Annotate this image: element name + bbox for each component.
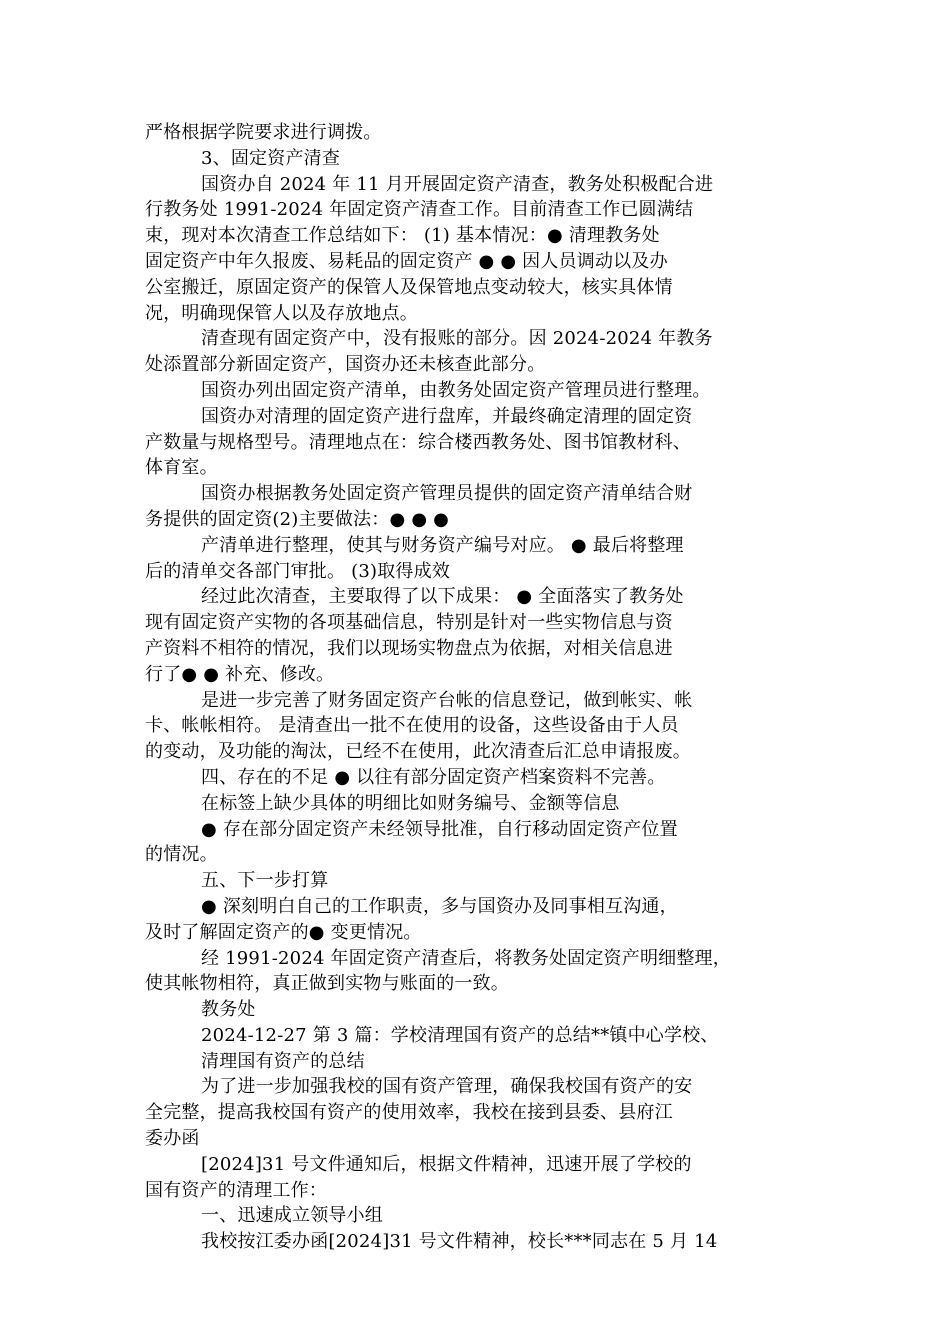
document-line: 的变动，及功能的淘汰，已经不在使用，此次清查后汇总申请报废。 bbox=[145, 741, 691, 763]
document-line: 3、固定资产清查 bbox=[201, 147, 341, 169]
document-line: 况，明确现保管人以及存放地点。 bbox=[145, 302, 418, 324]
document-line: 五、下一步打算 bbox=[201, 870, 329, 892]
document-line: 我校按江委办函[2024]31 号文件精神，校长***同志在 5 月 14 bbox=[201, 1231, 718, 1253]
document-line: 经过此次清查，主要取得了以下成果： ● 全面落实了教务处 bbox=[201, 586, 684, 608]
document-line: 产资料不相符的情况，我们以现场实物盘点为依据，对相关信息进 bbox=[145, 637, 673, 659]
document-line: 国资办根据教务处固定资产管理员提供的固定资产清单结合财 bbox=[201, 483, 693, 505]
document-line: 国资办对清理的固定资产进行盘库，并最终确定清理的固定资 bbox=[201, 405, 693, 427]
document-line: 教务处 bbox=[201, 999, 256, 1021]
document-line: 是进一步完善了财务固定资产台帐的信息登记，做到帐实、帐 bbox=[201, 689, 693, 711]
document-line: 产数量与规格型号。清理地点在：综合楼西教务处、图书馆教材科、 bbox=[145, 431, 691, 453]
document-line: 后的清单交各部门审批。 (3)取得成效 bbox=[145, 560, 451, 582]
document-line: 现有固定资产实物的各项基础信息，特别是针对一些实物信息与资 bbox=[145, 612, 673, 634]
document-line: 清查现有固定资产中，没有报账的部分。因 2024-2024 年教务 bbox=[201, 328, 713, 350]
document-text-block bbox=[145, 120, 810, 1255]
document-line: 2024-12-27 第 3 篇：学校清理国有资产的总结**镇中心学校、 bbox=[201, 1024, 719, 1046]
document-line: 国有资产的清理工作： bbox=[145, 1179, 327, 1201]
document-line: 清理国有资产的总结 bbox=[201, 1050, 365, 1072]
document-line: 行教务处 1991-2024 年固定资产清查工作。目前清查工作已圆满结 bbox=[145, 199, 694, 221]
document-line: 一、迅速成立领导小组 bbox=[201, 1205, 383, 1227]
document-line: 国资办列出固定资产清单，由教务处固定资产管理员进行整理。 bbox=[201, 379, 711, 401]
document-line: ● 深刻明白自己的工作职责，多与国资办及同事相互沟通， bbox=[201, 895, 678, 917]
document-line: 经 1991-2024 年固定资产清查后，将教务处固定资产明细整理， bbox=[201, 947, 731, 969]
document-line: 务提供的固定资(2)主要做法：● ● ● bbox=[145, 508, 450, 530]
document-line: 及时了解固定资产的● 变更情况。 bbox=[145, 921, 422, 943]
document-line: 严格根据学院要求进行调拨。 bbox=[145, 122, 382, 143]
document-line: 固定资产中年久报废、易耗品的固定资产 ● ● 因人员调动以及办 bbox=[145, 250, 668, 272]
document-line: 四、存在的不足 ● 以往有部分固定资产档案资料不完善。 bbox=[201, 766, 666, 788]
document-line: 处添置部分新固定资产，国资办还未核查此部分。 bbox=[145, 354, 546, 376]
document-line: 体育室。 bbox=[145, 457, 218, 479]
document-line: 在标签上缺少具体的明细比如财务编号、金额等信息 bbox=[201, 792, 620, 814]
document-line: 全完整，提高我校国有资产的使用效率，我校在接到县委、县府江 bbox=[145, 1102, 673, 1124]
document-line: 卡、帐帐相符。 是清查出一批不在使用的设备，这些设备由于人员 bbox=[145, 715, 679, 737]
document-line: 的情况。 bbox=[145, 844, 218, 866]
document-line: 行了● ● 补充、修改。 bbox=[145, 663, 335, 685]
document-line: [2024]31 号文件通知后，根据文件精神，迅速开展了学校的 bbox=[201, 1153, 692, 1175]
document-line: 公室搬迁，原固定资产的保管人及保管地点变动较大，核实具体情 bbox=[145, 276, 673, 298]
document-line: 国资办自 2024 年 11 月开展固定资产清查，教务处积极配合进 bbox=[201, 173, 714, 195]
document-line: ● 存在部分固定资产未经领导批准，自行移动固定资产位置 bbox=[201, 818, 678, 840]
document-line: 产清单进行整理，使其与财务资产编号对应。 ● 最后将整理 bbox=[201, 534, 684, 556]
document-line: 束，现对本次清查工作总结如下： (1) 基本情况：● 清理教务处 bbox=[145, 225, 660, 247]
document-line: 使其帐物相符，真正做到实物与账面的一致。 bbox=[145, 973, 509, 995]
document-line: 委办函 bbox=[145, 1128, 200, 1150]
document-line: 为了进一步加强我校的国有资产管理，确保我校国有资产的安 bbox=[201, 1076, 693, 1098]
